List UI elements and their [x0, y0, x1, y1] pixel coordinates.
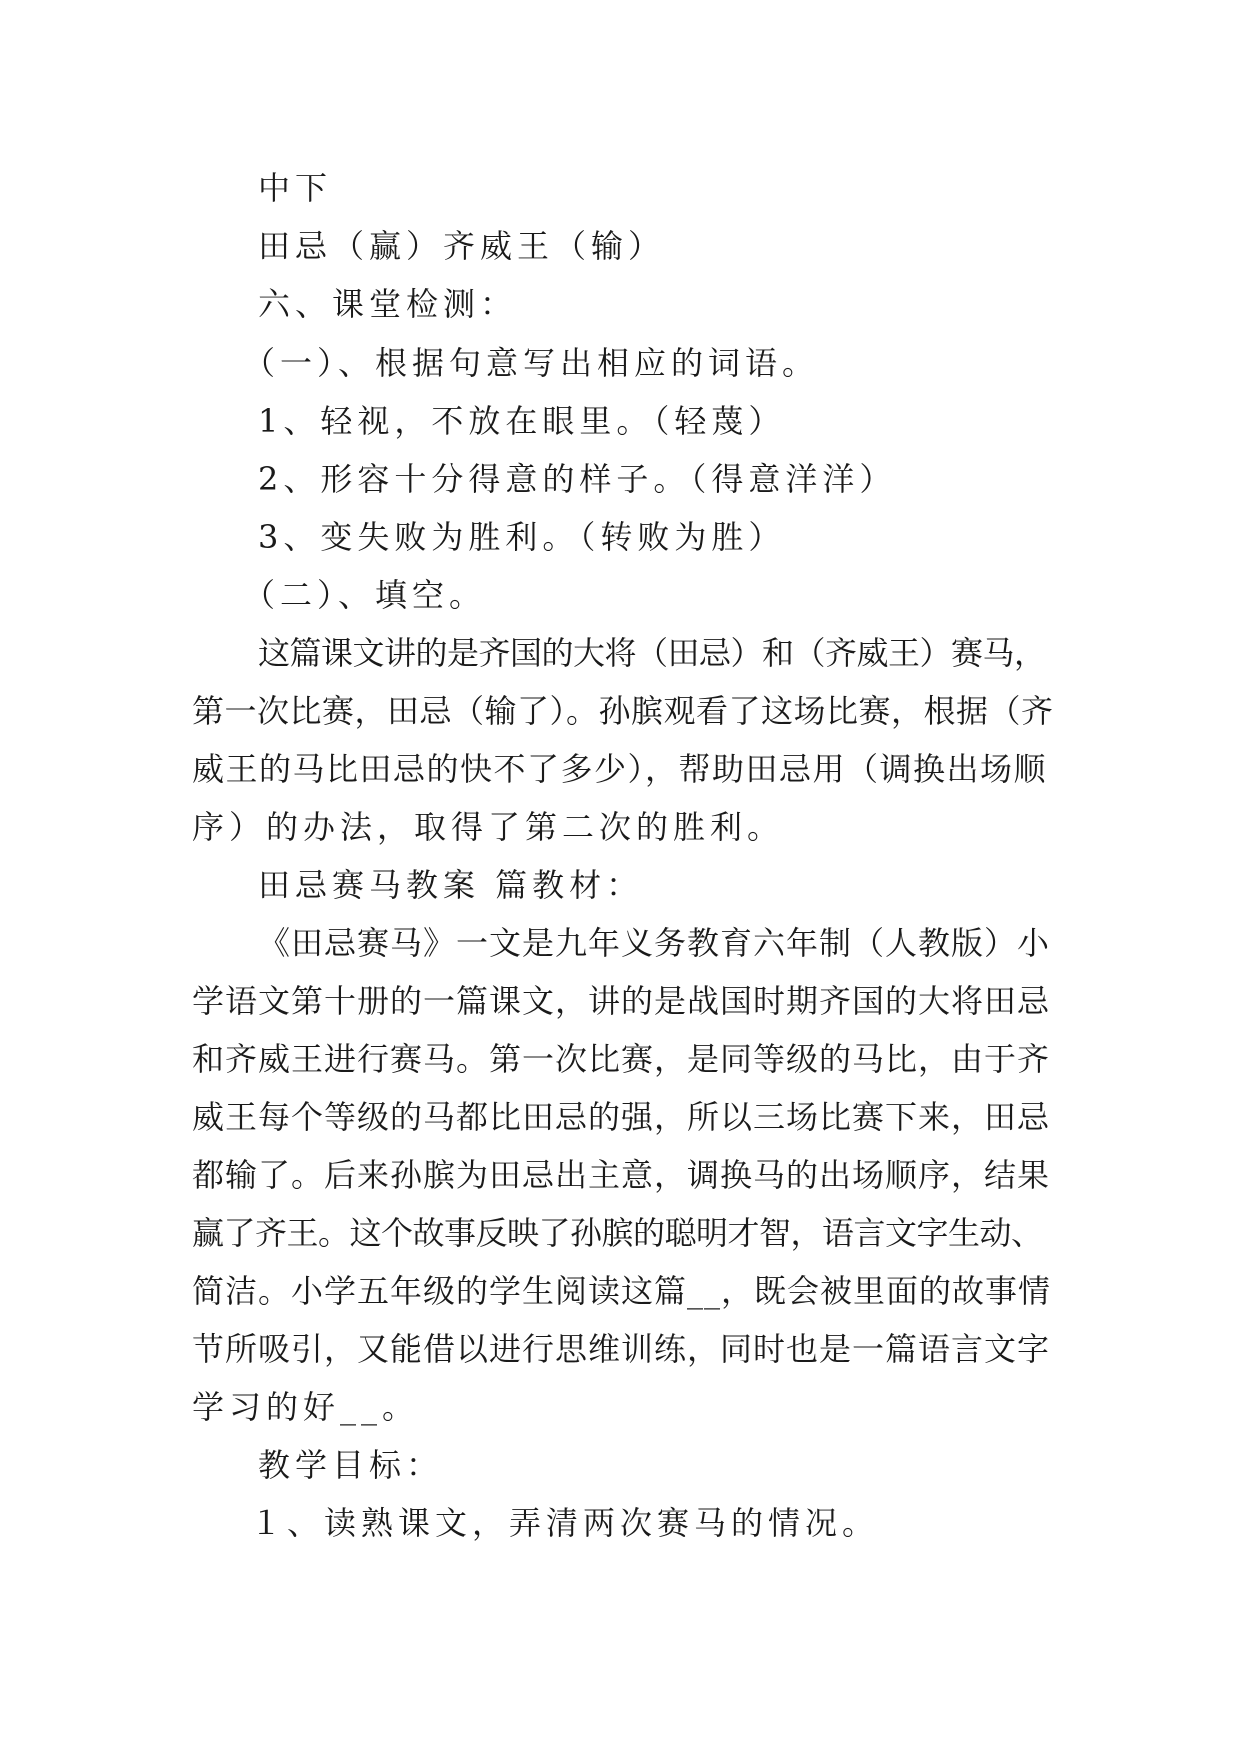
subsection-heading: （一）、根据句意写出相应的词语。 — [243, 344, 820, 382]
section-heading: 六、课堂检测： — [258, 285, 518, 323]
paragraph-line: 威王每个等级的马都比田忌的强，所以三场比赛下来，田忌 — [192, 1098, 1051, 1136]
list-item: 3、变失败为胜利。（转败为胜） — [258, 518, 786, 556]
section-heading: 教学目标： — [258, 1446, 444, 1484]
text-line: 田忌（赢）齐威王（输） — [258, 227, 666, 265]
paragraph-line: 和齐威王进行赛马。第一次比赛，是同等级的马比，由于齐 — [192, 1040, 1051, 1078]
paragraph-line: 学习的好__。 — [192, 1388, 420, 1426]
paragraph-line: 赢了齐王。这个故事反映了孙膑的聪明才智，语言文字生动、 — [192, 1214, 1043, 1252]
paragraph-line: 《田忌赛马》一文是九年义务教育六年制（人教版）小 — [258, 924, 1051, 962]
paragraph-line: 序）的办法，取得了第二次的胜利。 — [192, 808, 785, 846]
paragraph-line: 学语文第十册的一篇课文，讲的是战国时期齐国的大将田忌 — [192, 982, 1051, 1020]
paragraph-line: 这篇课文讲的是齐国的大将（田忌）和（齐威王）赛马， — [258, 634, 1046, 672]
section-heading: 田忌赛马教案 篇教材： — [258, 866, 644, 904]
text-line: 中下 — [258, 169, 333, 207]
paragraph-line: 都输了。后来孙膑为田忌出主意，调换马的出场顺序，结果 — [192, 1156, 1051, 1194]
list-item: 2、形容十分得意的样子。（得意洋洋） — [258, 460, 897, 498]
list-item: １、读熟课文，弄清两次赛马的情况。 — [250, 1504, 880, 1542]
paragraph-line: 第一次比赛，田忌（输了）。孙膑观看了这场比赛，根据（齐 — [192, 692, 1054, 730]
subsection-heading: （二）、填空。 — [243, 576, 487, 614]
list-item: 1、轻视，不放在眼里。（轻蔑） — [258, 402, 786, 440]
paragraph-line: 威王的马比田忌的快不了多少），帮助田忌用（调换出场顺 — [192, 750, 1048, 788]
paragraph-line: 节所吸引，又能借以进行思维训练，同时也是一篇语言文字 — [192, 1330, 1051, 1368]
paragraph-line: 简洁。小学五年级的学生阅读这篇__，既会被里面的故事情 — [192, 1272, 1052, 1310]
